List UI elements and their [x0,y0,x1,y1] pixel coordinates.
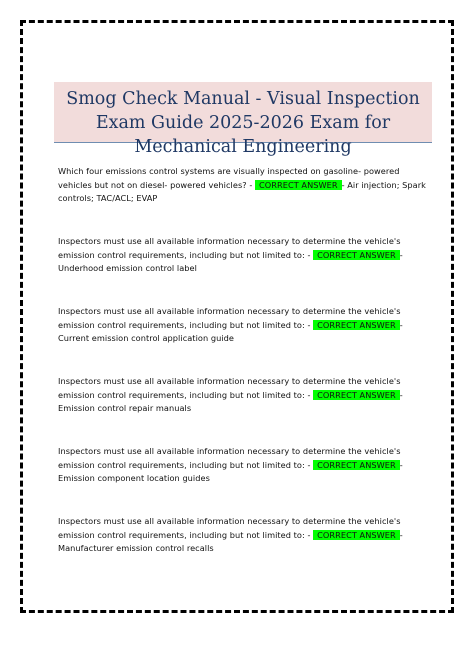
question-text: Inspectors must use all available information necessary to determine the vehicle's emission control requirements, including but not limited to: - [58,376,401,400]
correct-answer-badge: CORRECT ANSWER [313,530,400,540]
qa-item-3 [58,305,430,346]
question-text: Inspectors must use all available information necessary to determine the vehicle's emission control requirements, including but not limited to: - [58,236,401,260]
qa-item-5 [58,445,430,486]
qa-item-1 [58,165,430,206]
qa-item-4 [58,375,430,416]
correct-answer-badge: CORRECT ANSWER [313,390,400,400]
title-block [54,82,432,157]
answer-text: - Emission control repair manuals [58,389,403,414]
question-text: Inspectors must use all available information necessary to determine the vehicle's emission control requirements, including but not limited to: - [58,516,401,540]
answer-text: - Underhood emission control label [58,249,403,274]
correct-answer-badge: CORRECT ANSWER [313,250,400,260]
answer-text: - Current emission control application guide [58,319,403,344]
question-text: Inspectors must use all available information necessary to determine the vehicle's emission control requirements, including but not limited to: - [58,446,401,470]
question-text: Inspectors must use all available information necessary to determine the vehicle's emission control requirements, including but not limited to: - [58,306,401,330]
correct-answer-badge: CORRECT ANSWER [255,180,342,190]
answer-text: - Manufacturer emission control recalls [58,529,403,554]
qa-item-6 [58,515,430,556]
correct-answer-badge: CORRECT ANSWER [313,460,400,470]
question-text: Which four emissions control systems are visually inspected on gasoline- powered vehicles but not on diesel- powered vehicles? - [58,166,400,190]
page-title: Smog Check Manual - Visual Inspection Exam Guide 2025-2026 Exam for Mechanical Engineering [66,89,420,157]
correct-answer-badge: CORRECT ANSWER [313,320,400,330]
answer-text: - Air injection; Spark controls; TAC/ACL; EVAP [58,179,426,204]
answer-text: - Emission component location guides [58,459,403,484]
qa-item-2 [58,235,430,276]
